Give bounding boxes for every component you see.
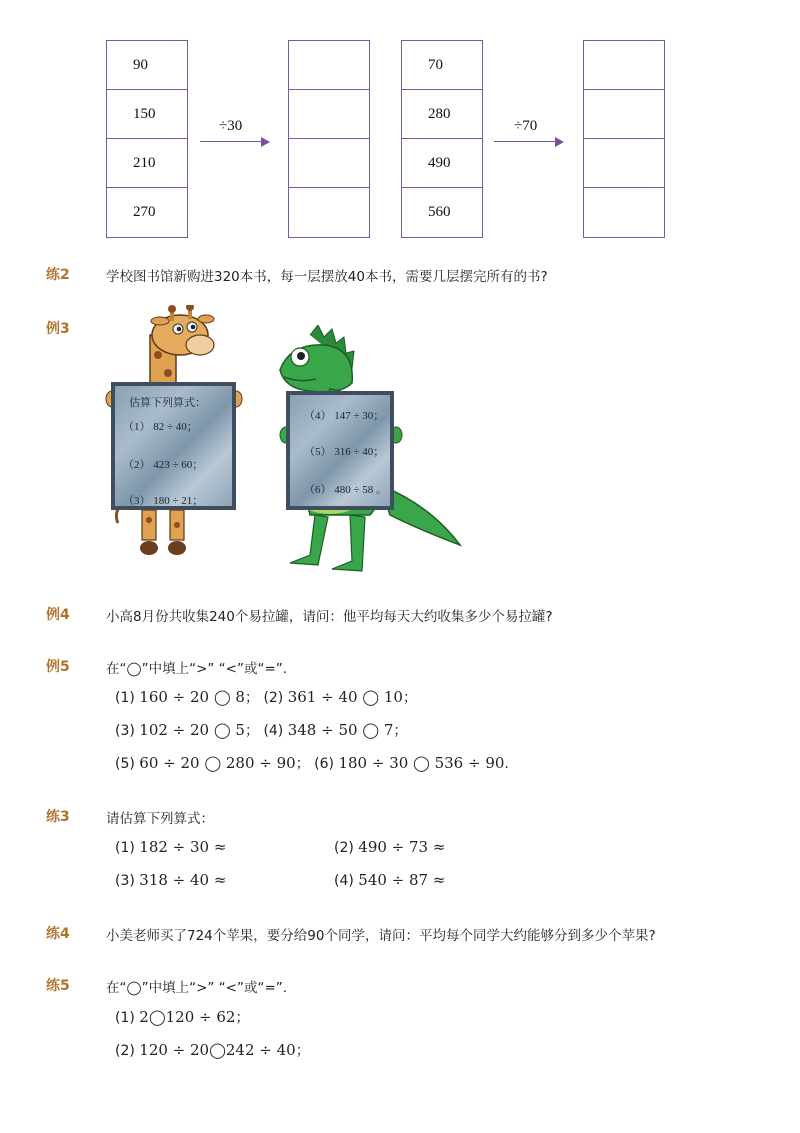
- arrow-head-icon: [261, 137, 270, 147]
- input-box-2: [106, 89, 188, 139]
- expression: 490 ÷ 73 ≈: [358, 838, 446, 856]
- input-value: 280: [428, 105, 451, 122]
- compare-row[interactable]: [115, 1040, 310, 1060]
- input-box-4: [106, 187, 188, 238]
- problem-text: 小美老师买了724个苹果，要分给90个同学，请问：平均每个同学大约能够分到多少个苹果?: [106, 928, 656, 944]
- separator: ；: [244, 723, 264, 739]
- expression[interactable]: 160 ÷ 20 ◯ 8: [139, 688, 245, 706]
- item-label: (4): [334, 873, 359, 889]
- input-value: 560: [428, 204, 451, 220]
- board-item: （2） 423 ÷ 60；: [123, 459, 204, 471]
- answer-box-3[interactable]: [583, 138, 665, 188]
- expression: 318 ÷ 40 ≈: [139, 871, 227, 889]
- estimate-item[interactable]: [115, 838, 226, 856]
- problem-tag: 例4: [46, 607, 70, 623]
- problem-tag: 练3: [46, 809, 70, 825]
- input-box-4: [401, 187, 483, 238]
- separator: ；: [393, 723, 408, 739]
- input-box-3: [106, 138, 188, 188]
- board-item: （5） 316 ÷ 40；: [304, 446, 385, 458]
- arrow-head-icon: [555, 137, 564, 147]
- separator: ；: [244, 690, 264, 706]
- expression[interactable]: 348 ÷ 50 ◯ 7: [287, 721, 394, 739]
- expression[interactable]: 180 ÷ 30 ◯ 536 ÷ 90: [338, 754, 505, 772]
- problem-text: 学校图书馆新购进320本书，每一层摆放40本书，需要几层摆完所有的书?: [106, 269, 548, 285]
- compare-row: [115, 720, 407, 740]
- compare-row: [115, 687, 417, 707]
- input-box-1: [106, 40, 188, 90]
- estimate-item[interactable]: [334, 838, 445, 856]
- board-title: 估算下列算式：: [129, 397, 206, 409]
- estimate-item[interactable]: [334, 871, 445, 889]
- separator: ；: [295, 1043, 310, 1059]
- dinosaur-board: [286, 391, 394, 510]
- problem-tag: 例3: [46, 321, 70, 337]
- board-item: （6） 480 ÷ 58 。: [304, 484, 388, 496]
- arrow: [200, 141, 262, 142]
- problem-intro: 请估算下列算式：: [106, 811, 214, 827]
- answer-box-1[interactable]: [583, 40, 665, 90]
- compare-row: [115, 753, 509, 773]
- input-value: 90: [133, 56, 148, 73]
- separator: .: [504, 756, 509, 772]
- problem-intro: 在“◯”中填上“>” “<”或“=”.: [106, 661, 288, 677]
- problem-text: 小高8月份共收集240个易拉罐，请问：他平均每天大约收集多少个易拉罐?: [106, 609, 553, 625]
- expression[interactable]: 102 ÷ 20 ◯ 5: [139, 721, 245, 739]
- answer-box-3[interactable]: [288, 138, 370, 188]
- item-label: (1): [115, 840, 140, 856]
- answer-box-4[interactable]: [288, 187, 370, 238]
- input-box-2: [401, 89, 483, 139]
- problem-tag: 练4: [46, 926, 70, 942]
- item-label: (4): [263, 723, 288, 739]
- expression: 540 ÷ 87 ≈: [358, 871, 446, 889]
- answer-box-1[interactable]: [288, 40, 370, 90]
- input-value: 490: [428, 154, 451, 171]
- expression: 120 ÷ 20◯242 ÷ 40: [139, 1041, 296, 1059]
- board-item: （1） 82 ÷ 40；: [123, 421, 198, 433]
- separator: ；: [235, 1010, 250, 1026]
- item-label: (3): [115, 723, 140, 739]
- item-label: (1): [115, 1010, 140, 1026]
- expression[interactable]: 361 ÷ 40 ◯ 10: [287, 688, 403, 706]
- board-item: （3） 180 ÷ 21；: [123, 495, 204, 507]
- item-label: (3): [115, 873, 140, 889]
- expression: 182 ÷ 30 ≈: [139, 838, 227, 856]
- arrow: [494, 141, 556, 142]
- compare-row[interactable]: [115, 1007, 249, 1027]
- operator-label: ÷70: [514, 118, 538, 134]
- separator: ；: [402, 690, 417, 706]
- item-label: (2): [115, 1043, 140, 1059]
- input-value: 150: [133, 105, 156, 122]
- problem-intro: 在“◯”中填上“>” “<”或“=”.: [106, 980, 288, 996]
- answer-box-2[interactable]: [288, 89, 370, 139]
- problem-tag: 练2: [46, 267, 70, 283]
- item-label: (6): [314, 756, 339, 772]
- item-label: (1): [115, 690, 140, 706]
- problem-tag: 例5: [46, 659, 70, 675]
- board-item: （4） 147 ÷ 30；: [304, 410, 385, 422]
- giraffe-board: [111, 382, 236, 510]
- answer-box-4[interactable]: [583, 187, 665, 238]
- operator-label: ÷30: [219, 118, 243, 134]
- input-value: 210: [133, 154, 156, 171]
- item-label: (5): [115, 756, 140, 772]
- item-label: (2): [263, 690, 288, 706]
- input-box-3: [401, 138, 483, 188]
- answer-box-2[interactable]: [583, 89, 665, 139]
- item-label: (2): [334, 840, 359, 856]
- expression: 2◯120 ÷ 62: [139, 1008, 236, 1026]
- input-value: 70: [428, 56, 443, 73]
- input-value: 270: [133, 204, 156, 220]
- expression[interactable]: 60 ÷ 20 ◯ 280 ÷ 90: [139, 754, 296, 772]
- input-box-1: [401, 40, 483, 90]
- problem-tag: 练5: [46, 978, 70, 994]
- estimate-item[interactable]: [115, 871, 226, 889]
- separator: ；: [295, 756, 315, 772]
